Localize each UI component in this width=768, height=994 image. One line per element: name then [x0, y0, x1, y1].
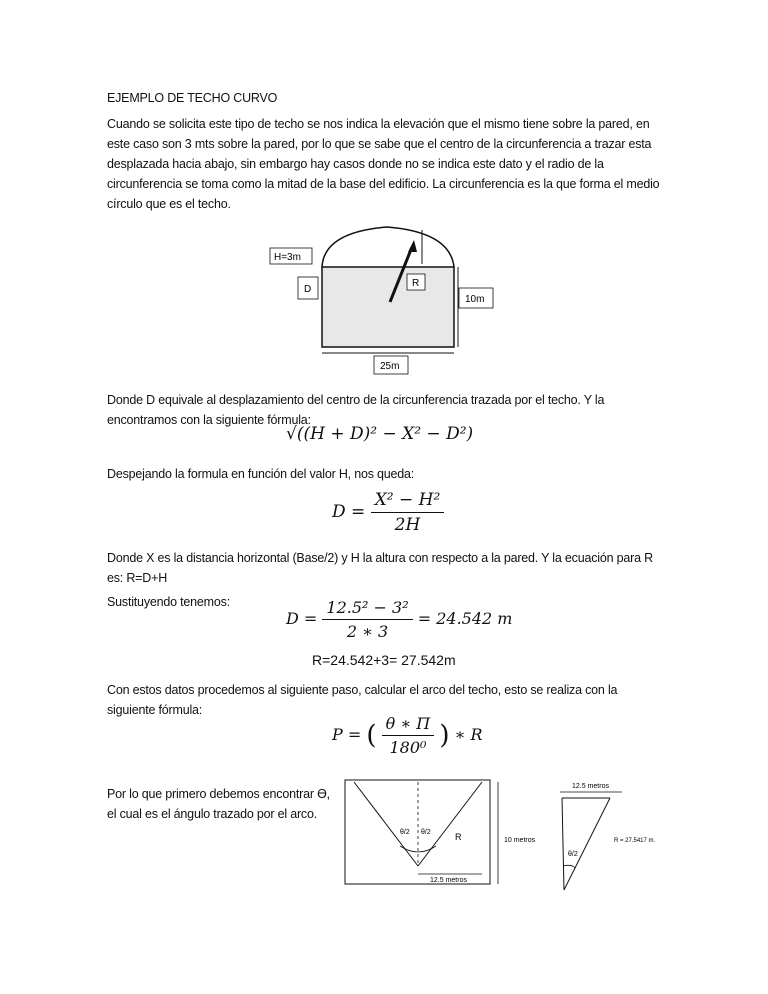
formula-d: [332, 490, 444, 535]
theta-label-3: θ/2: [568, 851, 578, 858]
theta-half-right: θ/2: [421, 829, 431, 836]
curved-roof-figure: [262, 222, 502, 382]
formula-sub-rhs: = 24.542 m: [417, 609, 513, 628]
paren-open: (: [366, 720, 377, 751]
r-result: R=24.542+3= 27.542m: [312, 652, 456, 668]
formula-d-lhs: D =: [332, 502, 366, 522]
formula-arc-denominator: 180⁰: [389, 738, 427, 757]
d-label: D: [304, 284, 312, 295]
formula-arc-fraction: [382, 714, 435, 757]
formula-sub-numerator: 12.5² − 3²: [322, 598, 412, 620]
top-label-3: 12.5 metros: [572, 783, 609, 790]
intro-paragraph: Cuando se solicita este tipo de techo se nos indica la elevación que el mismo tiene sobre la pared, en este caso son 3 mts sobre la pared, por lo que se sabe que el centro de la circunferencia a trazar esta desplazada hacia abajo, sin embargo hay casos donde no se indica este dato y el radio de la circunferencia se toma como la mitad de la base del edificio. La circunferencia es la que forma el medio círculo que es el techo.: [107, 117, 660, 211]
formula-sub-fraction: [322, 598, 412, 641]
theta-paragraph: Por lo que primero debemos encontrar Ɵ, el cual es el ángulo trazado por el arco.: [107, 787, 330, 821]
base-label-2: 12.5 metros: [430, 877, 467, 884]
formula-arc: [332, 714, 483, 757]
formula-arc-rhs: ∗ R: [454, 725, 483, 744]
formula-sub-denominator: 2 ∗ 3: [346, 622, 389, 641]
h-label: H=3m: [274, 252, 301, 263]
r-label-2: R: [455, 832, 462, 842]
formula-d-denominator: 2H: [394, 515, 421, 535]
theta-half-left: θ/2: [400, 829, 410, 836]
arc-paragraph: Con estos datos procedemos al siguiente paso, calcular el arco del techo, esto se realiza con la siguiente fórmula:: [107, 683, 618, 717]
height-label: 10m: [465, 294, 485, 305]
formula-arc-numerator: θ ∗ Π: [382, 714, 435, 736]
page-title: EJEMPLO DE TECHO CURVO: [107, 91, 278, 105]
sustituyendo-label: Sustituyendo tenemos:: [107, 595, 230, 609]
angle-figure: [344, 774, 536, 890]
roof-arc: [322, 227, 454, 267]
r-label: R: [412, 278, 420, 289]
formula-sub-lhs: D =: [286, 609, 318, 628]
formula-substitution: [286, 598, 512, 641]
formula-d-numerator: X² − H²: [371, 490, 445, 513]
base-label: 25m: [380, 361, 400, 372]
formula-arc-lhs: P =: [332, 725, 362, 744]
formula-sqrt: √((H + D)² − X² − D²): [286, 424, 474, 444]
displacement-paragraph: Donde D equivale al desplazamiento del centro de la circunferencia trazada por el techo. Y la encontramos con la siguiente fórmula:: [107, 393, 605, 427]
despejando-paragraph: Despejando la formula en función del valor H, nos queda:: [107, 467, 415, 481]
rectangle-outline: [345, 780, 490, 884]
formula-d-fraction: [371, 490, 445, 535]
x-definition-paragraph: Donde X es la distancia horizontal (Base/2) y H la altura con respecto a la pared. Y la ecuación para R es: R=D+H: [107, 551, 653, 585]
r-label-3: R = 27.5417 m.: [614, 838, 656, 844]
paren-close: ): [439, 720, 450, 751]
building-wall: [322, 267, 454, 347]
height-label-2: 10 metros: [504, 837, 536, 844]
right-triangle-figure: [548, 778, 728, 894]
